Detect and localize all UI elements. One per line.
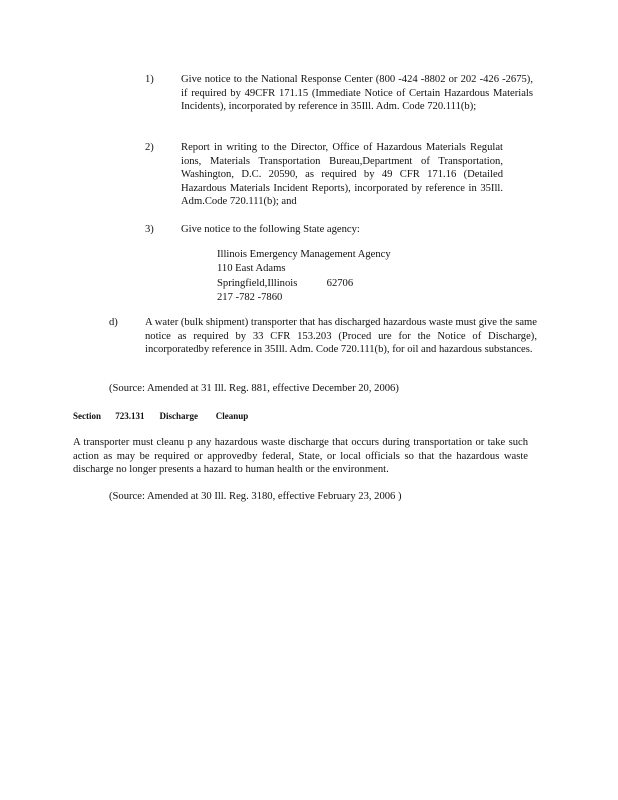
item-3-label: 3): [145, 224, 154, 235]
subsection-d-paragraph: A water (bulk shipment) transporter that has discharged hazardous waste must give the same notice as required by 33 CFR 153.203 (Proced ure for the Notice of Discharge), incorporatedby reference in 35Ill. Adm. Code 720.111(b), for oil and hazardous substances.: [145, 317, 537, 356]
agency-city: Springfield,Illinois: [217, 277, 298, 289]
section-title-word-2: Cleanup: [215, 411, 249, 421]
agency-street: 110 East Adams: [217, 263, 286, 275]
item-2-text: [181, 141, 503, 209]
section-body: [73, 436, 528, 477]
section-title-word-1: Discharge: [159, 411, 198, 421]
item-2-paragraph: Report in writing to the Director, Office of Hazardous Materials Regulat ions, Materials Transportation Bureau,Department of Transportation, Washington, D.C. 20590, as required by 49 CFR 171.16 (Detailed Hazardous Materials Incident Reports), incorporated by reference in 35Ill. Adm.Code 720.111(b); and: [181, 142, 503, 208]
item-1-label: 1): [145, 74, 154, 85]
agency-address: [217, 248, 391, 306]
item-2-label: 2): [145, 142, 154, 153]
section-body-paragraph: A transporter must cleanu p any hazardous waste discharge that occurs during transportation or take such action as may be required or approvedby federal, State, or local officials so that the hazardous waste discharge no longer presents a hazard to human health or the environment.: [73, 437, 528, 476]
subsection-d-text: [145, 316, 537, 357]
section-number: 723.131: [115, 411, 145, 421]
agency-city-line: [217, 277, 391, 291]
section-heading: [73, 410, 248, 424]
item-3-paragraph: Give notice to the following State agency:: [181, 224, 360, 235]
source-note-2: (Source: Amended at 30 Ill. Reg. 3180, effective February 23, 2006 ): [109, 491, 402, 502]
agency-phone: 217 -782 -7860: [217, 292, 283, 304]
item-1-paragraph: Give notice to the National Response Center (800 -424 -8802 or 202 -426 -2675), if required by 49CFR 171.15 (Immediate Notice of Certain Hazardous Materials Incidents), incorporated by reference in 35Ill. Adm. Code 720.111(b);: [181, 74, 533, 113]
item-3-text: [181, 223, 401, 237]
section-label: Section: [73, 411, 101, 421]
agency-name: Illinois Emergency Management Agency: [217, 249, 391, 260]
source-note-1: (Source: Amended at 31 Ill. Reg. 881, effective December 20, 2006): [109, 383, 399, 394]
item-1-text: [181, 73, 533, 114]
subsection-d-label: d): [109, 317, 118, 328]
agency-zip: 62706: [326, 277, 354, 289]
